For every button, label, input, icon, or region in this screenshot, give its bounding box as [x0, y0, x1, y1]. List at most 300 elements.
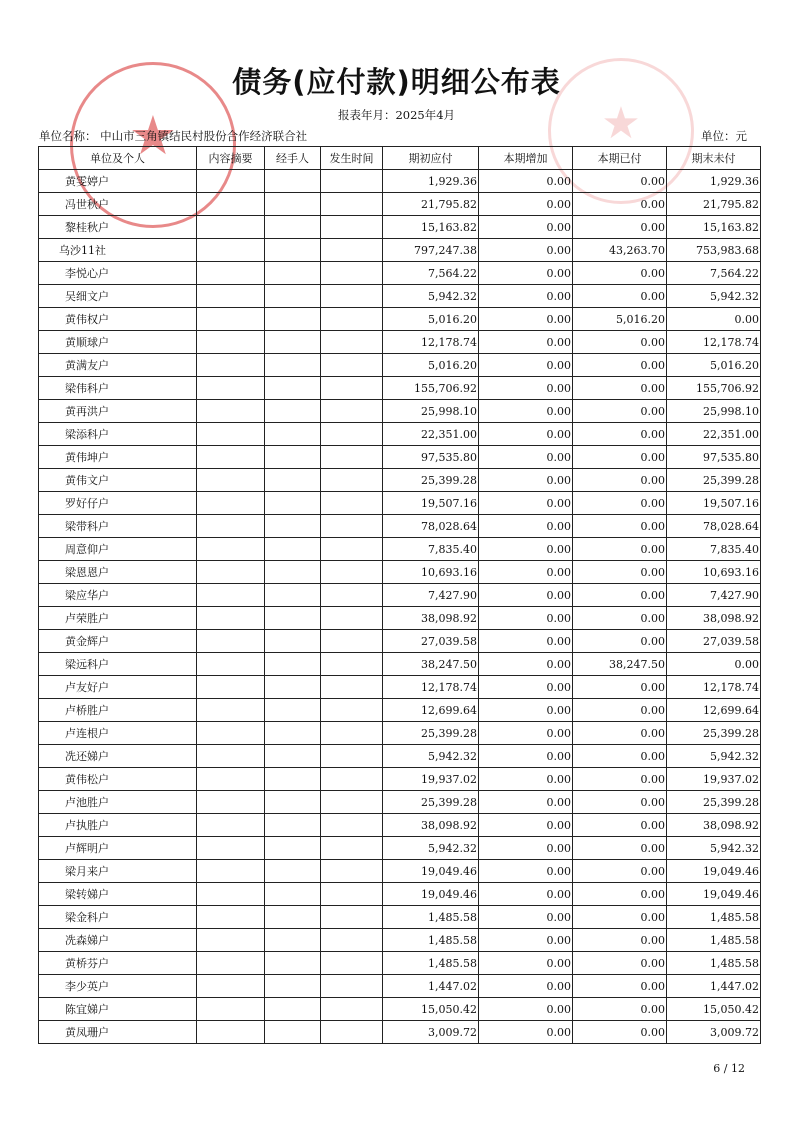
cell-summary	[197, 423, 265, 446]
cell-paid: 0.00	[573, 492, 667, 515]
cell-closing: 1,485.58	[667, 952, 761, 975]
cell-party: 梁恩恩户	[39, 561, 197, 584]
cell-date	[321, 515, 383, 538]
cell-increase: 0.00	[479, 722, 573, 745]
cell-date	[321, 423, 383, 446]
cell-paid: 0.00	[573, 814, 667, 837]
table-row	[39, 584, 761, 607]
cell-summary	[197, 538, 265, 561]
cell-summary	[197, 768, 265, 791]
cell-handler	[265, 239, 321, 262]
col-header-party: 单位及个人	[39, 147, 197, 170]
col-header-closing: 期末未付	[667, 147, 761, 170]
cell-closing: 155,706.92	[667, 377, 761, 400]
table-row	[39, 469, 761, 492]
cell-handler	[265, 492, 321, 515]
cell-increase: 0.00	[479, 446, 573, 469]
cell-date	[321, 400, 383, 423]
cell-increase: 0.00	[479, 768, 573, 791]
table-row	[39, 722, 761, 745]
cell-paid: 0.00	[573, 975, 667, 998]
cell-paid: 0.00	[573, 400, 667, 423]
cell-party: 梁带科户	[39, 515, 197, 538]
cell-increase: 0.00	[479, 607, 573, 630]
cell-summary	[197, 561, 265, 584]
cell-party: 梁伟科户	[39, 377, 197, 400]
cell-paid: 0.00	[573, 561, 667, 584]
col-header-paid: 本期已付	[573, 147, 667, 170]
cell-paid: 0.00	[573, 354, 667, 377]
page-title: 债务(应付款)明细公布表	[232, 65, 561, 99]
table-row	[39, 998, 761, 1021]
cell-opening: 15,163.82	[383, 216, 479, 239]
cell-opening: 12,178.74	[383, 676, 479, 699]
cell-closing: 97,535.80	[667, 446, 761, 469]
cell-party: 卢荣胜户	[39, 607, 197, 630]
table-row	[39, 308, 761, 331]
cell-increase: 0.00	[479, 170, 573, 193]
cell-party: 李悦心户	[39, 262, 197, 285]
table-row	[39, 193, 761, 216]
cell-date	[321, 998, 383, 1021]
cell-increase: 0.00	[479, 193, 573, 216]
table-row	[39, 216, 761, 239]
cell-closing: 7,427.90	[667, 584, 761, 607]
cell-party: 卢执胜户	[39, 814, 197, 837]
cell-party: 罗好仔户	[39, 492, 197, 515]
cell-closing: 10,693.16	[667, 561, 761, 584]
cell-opening: 5,016.20	[383, 354, 479, 377]
cell-closing: 1,447.02	[667, 975, 761, 998]
cell-date	[321, 216, 383, 239]
cell-summary	[197, 906, 265, 929]
cell-paid: 0.00	[573, 722, 667, 745]
cell-date	[321, 630, 383, 653]
cell-increase: 0.00	[479, 538, 573, 561]
cell-summary	[197, 791, 265, 814]
cell-handler	[265, 262, 321, 285]
cell-date	[321, 446, 383, 469]
cell-opening: 7,427.90	[383, 584, 479, 607]
cell-date	[321, 860, 383, 883]
cell-party: 卢连根户	[39, 722, 197, 745]
cell-summary	[197, 584, 265, 607]
cell-opening: 38,247.50	[383, 653, 479, 676]
cell-paid: 0.00	[573, 584, 667, 607]
cell-party: 黄顺球户	[39, 331, 197, 354]
cell-party: 黄伟松户	[39, 768, 197, 791]
cell-opening: 7,564.22	[383, 262, 479, 285]
cell-party: 黄满友户	[39, 354, 197, 377]
table-row	[39, 262, 761, 285]
cell-increase: 0.00	[479, 814, 573, 837]
cell-closing: 12,699.64	[667, 699, 761, 722]
cell-opening: 25,399.28	[383, 791, 479, 814]
cell-date	[321, 791, 383, 814]
cell-paid: 0.00	[573, 331, 667, 354]
cell-opening: 1,485.58	[383, 929, 479, 952]
cell-opening: 25,399.28	[383, 722, 479, 745]
cell-date	[321, 676, 383, 699]
cell-closing: 25,399.28	[667, 722, 761, 745]
cell-summary	[197, 860, 265, 883]
cell-summary	[197, 607, 265, 630]
cell-increase: 0.00	[479, 308, 573, 331]
cell-summary	[197, 929, 265, 952]
cell-opening: 1,447.02	[383, 975, 479, 998]
cell-handler	[265, 193, 321, 216]
table-row	[39, 170, 761, 193]
table-row	[39, 331, 761, 354]
cell-handler	[265, 285, 321, 308]
cell-paid: 0.00	[573, 860, 667, 883]
cell-summary	[197, 331, 265, 354]
seal-star-icon: ★	[128, 104, 178, 167]
table-row	[39, 377, 761, 400]
cell-opening: 19,049.46	[383, 860, 479, 883]
cell-date	[321, 492, 383, 515]
cell-date	[321, 170, 383, 193]
table-row	[39, 860, 761, 883]
cell-party: 黄金辉户	[39, 630, 197, 653]
cell-increase: 0.00	[479, 262, 573, 285]
cell-opening: 19,937.02	[383, 768, 479, 791]
cell-increase: 0.00	[479, 515, 573, 538]
cell-date	[321, 929, 383, 952]
cell-date	[321, 193, 383, 216]
cell-closing: 15,050.42	[667, 998, 761, 1021]
cell-increase: 0.00	[479, 239, 573, 262]
cell-summary	[197, 216, 265, 239]
cell-handler	[265, 791, 321, 814]
cell-date	[321, 814, 383, 837]
cell-summary	[197, 653, 265, 676]
cell-opening: 10,693.16	[383, 561, 479, 584]
cell-closing: 25,998.10	[667, 400, 761, 423]
cell-paid: 0.00	[573, 952, 667, 975]
cell-party: 黄桥芬户	[39, 952, 197, 975]
cell-handler	[265, 538, 321, 561]
table-row	[39, 975, 761, 998]
cell-closing: 7,564.22	[667, 262, 761, 285]
cell-increase: 0.00	[479, 952, 573, 975]
cell-paid: 0.00	[573, 906, 667, 929]
cell-opening: 1,929.36	[383, 170, 479, 193]
cell-paid: 0.00	[573, 446, 667, 469]
cell-summary	[197, 515, 265, 538]
cell-increase: 0.00	[479, 377, 573, 400]
cell-opening: 5,942.32	[383, 837, 479, 860]
cell-paid: 0.00	[573, 216, 667, 239]
cell-increase: 0.00	[479, 285, 573, 308]
cell-party: 卢桥胜户	[39, 699, 197, 722]
page-number: 6 / 12	[713, 1062, 745, 1075]
cell-party: 吴细文户	[39, 285, 197, 308]
cell-party: 卢辉明户	[39, 837, 197, 860]
cell-party: 卢池胜户	[39, 791, 197, 814]
table-row	[39, 952, 761, 975]
table-row	[39, 400, 761, 423]
cell-handler	[265, 630, 321, 653]
cell-date	[321, 883, 383, 906]
cell-opening: 797,247.38	[383, 239, 479, 262]
table-row	[39, 285, 761, 308]
cell-party: 黄再洪户	[39, 400, 197, 423]
table-row	[39, 354, 761, 377]
cell-handler	[265, 584, 321, 607]
cell-closing: 1,929.36	[667, 170, 761, 193]
table-row	[39, 423, 761, 446]
col-header-increase: 本期增加	[479, 147, 573, 170]
cell-party: 梁转娣户	[39, 883, 197, 906]
cell-handler	[265, 469, 321, 492]
cell-opening: 22,351.00	[383, 423, 479, 446]
cell-closing: 5,942.32	[667, 285, 761, 308]
cell-party: 梁远科户	[39, 653, 197, 676]
table-row	[39, 745, 761, 768]
cell-opening: 38,098.92	[383, 814, 479, 837]
cell-party: 黄凤珊户	[39, 1021, 197, 1044]
cell-increase: 0.00	[479, 216, 573, 239]
cell-closing: 1,485.58	[667, 906, 761, 929]
cell-increase: 0.00	[479, 1021, 573, 1044]
cell-handler	[265, 906, 321, 929]
table-row	[39, 653, 761, 676]
cell-closing: 0.00	[667, 653, 761, 676]
cell-paid: 5,016.20	[573, 308, 667, 331]
cell-date	[321, 975, 383, 998]
col-header-summary: 内容摘要	[197, 147, 265, 170]
cell-party: 梁月来户	[39, 860, 197, 883]
cell-opening: 15,050.42	[383, 998, 479, 1021]
cell-opening: 5,942.32	[383, 285, 479, 308]
cell-paid: 0.00	[573, 1021, 667, 1044]
cell-handler	[265, 354, 321, 377]
cell-summary	[197, 377, 265, 400]
cell-summary	[197, 630, 265, 653]
cell-date	[321, 768, 383, 791]
cell-date	[321, 538, 383, 561]
cell-increase: 0.00	[479, 837, 573, 860]
cell-summary	[197, 239, 265, 262]
cell-summary	[197, 492, 265, 515]
cell-date	[321, 952, 383, 975]
cell-party: 梁金科户	[39, 906, 197, 929]
cell-paid: 0.00	[573, 377, 667, 400]
cell-summary	[197, 354, 265, 377]
cell-opening: 5,942.32	[383, 745, 479, 768]
cell-opening: 1,485.58	[383, 952, 479, 975]
cell-handler	[265, 561, 321, 584]
cell-date	[321, 377, 383, 400]
cell-closing: 1,485.58	[667, 929, 761, 952]
cell-paid: 0.00	[573, 929, 667, 952]
cell-opening: 38,098.92	[383, 607, 479, 630]
cell-increase: 0.00	[479, 975, 573, 998]
cell-party: 黄伟文户	[39, 469, 197, 492]
cell-paid: 0.00	[573, 193, 667, 216]
cell-opening: 19,049.46	[383, 883, 479, 906]
cell-increase: 0.00	[479, 584, 573, 607]
cell-paid: 0.00	[573, 170, 667, 193]
cell-paid: 0.00	[573, 837, 667, 860]
cell-paid: 0.00	[573, 469, 667, 492]
cell-closing: 753,983.68	[667, 239, 761, 262]
cell-opening: 3,009.72	[383, 1021, 479, 1044]
table-row	[39, 929, 761, 952]
cell-handler	[265, 446, 321, 469]
cell-opening: 97,535.80	[383, 446, 479, 469]
cell-closing: 27,039.58	[667, 630, 761, 653]
cell-handler	[265, 952, 321, 975]
cell-summary	[197, 814, 265, 837]
cell-party: 乌沙11社	[39, 239, 197, 262]
cell-handler	[265, 331, 321, 354]
cell-handler	[265, 1021, 321, 1044]
cell-summary	[197, 1021, 265, 1044]
cell-opening: 25,998.10	[383, 400, 479, 423]
cell-handler	[265, 699, 321, 722]
cell-date	[321, 722, 383, 745]
table-row	[39, 883, 761, 906]
cell-opening: 5,016.20	[383, 308, 479, 331]
table-row	[39, 630, 761, 653]
col-header-handler: 经手人	[265, 147, 321, 170]
col-header-date: 发生时间	[321, 147, 383, 170]
cell-closing: 19,049.46	[667, 883, 761, 906]
debt-table	[38, 146, 761, 1044]
cell-handler	[265, 607, 321, 630]
cell-closing: 25,399.28	[667, 469, 761, 492]
cell-date	[321, 308, 383, 331]
cell-date	[321, 262, 383, 285]
cell-handler	[265, 860, 321, 883]
cell-party: 李少英户	[39, 975, 197, 998]
cell-handler	[265, 423, 321, 446]
faded-seal-star-icon: ★	[601, 98, 641, 149]
cell-party: 黄伟坤户	[39, 446, 197, 469]
cell-increase: 0.00	[479, 906, 573, 929]
cell-party: 冼森娣户	[39, 929, 197, 952]
cell-date	[321, 354, 383, 377]
cell-handler	[265, 837, 321, 860]
cell-handler	[265, 170, 321, 193]
cell-increase: 0.00	[479, 423, 573, 446]
cell-paid: 0.00	[573, 262, 667, 285]
cell-paid: 0.00	[573, 883, 667, 906]
cell-paid: 38,247.50	[573, 653, 667, 676]
cell-increase: 0.00	[479, 469, 573, 492]
table-row	[39, 676, 761, 699]
cell-increase: 0.00	[479, 699, 573, 722]
cell-date	[321, 239, 383, 262]
col-header-opening: 期初应付	[383, 147, 479, 170]
cell-date	[321, 837, 383, 860]
cell-opening: 27,039.58	[383, 630, 479, 653]
cell-paid: 0.00	[573, 745, 667, 768]
table-row	[39, 515, 761, 538]
cell-closing: 19,507.16	[667, 492, 761, 515]
table-row	[39, 791, 761, 814]
cell-opening: 12,178.74	[383, 331, 479, 354]
cell-opening: 7,835.40	[383, 538, 479, 561]
cell-increase: 0.00	[479, 354, 573, 377]
cell-increase: 0.00	[479, 883, 573, 906]
cell-party: 陈宜娣户	[39, 998, 197, 1021]
cell-increase: 0.00	[479, 998, 573, 1021]
table-row	[39, 1021, 761, 1044]
cell-increase: 0.00	[479, 561, 573, 584]
table-row	[39, 239, 761, 262]
cell-date	[321, 561, 383, 584]
cell-party: 梁添科户	[39, 423, 197, 446]
cell-summary	[197, 446, 265, 469]
cell-summary	[197, 722, 265, 745]
cell-handler	[265, 975, 321, 998]
cell-closing: 12,178.74	[667, 331, 761, 354]
cell-increase: 0.00	[479, 492, 573, 515]
cell-paid: 0.00	[573, 515, 667, 538]
cell-closing: 12,178.74	[667, 676, 761, 699]
cell-closing: 19,937.02	[667, 768, 761, 791]
cell-increase: 0.00	[479, 791, 573, 814]
cell-date	[321, 906, 383, 929]
cell-paid: 0.00	[573, 768, 667, 791]
cell-date	[321, 1021, 383, 1044]
cell-summary	[197, 837, 265, 860]
cell-handler	[265, 377, 321, 400]
cell-paid: 0.00	[573, 538, 667, 561]
cell-summary	[197, 998, 265, 1021]
cell-party: 黎桂秋户	[39, 216, 197, 239]
cell-summary	[197, 285, 265, 308]
cell-summary	[197, 308, 265, 331]
cell-paid: 0.00	[573, 699, 667, 722]
cell-paid: 0.00	[573, 423, 667, 446]
cell-opening: 155,706.92	[383, 377, 479, 400]
cell-handler	[265, 400, 321, 423]
cell-closing: 78,028.64	[667, 515, 761, 538]
cell-date	[321, 607, 383, 630]
cell-summary	[197, 170, 265, 193]
cell-summary	[197, 952, 265, 975]
table-row	[39, 837, 761, 860]
cell-handler	[265, 216, 321, 239]
cell-closing: 5,016.20	[667, 354, 761, 377]
cell-increase: 0.00	[479, 653, 573, 676]
table-row	[39, 607, 761, 630]
cell-opening: 78,028.64	[383, 515, 479, 538]
cell-handler	[265, 308, 321, 331]
cell-closing: 5,942.32	[667, 745, 761, 768]
cell-summary	[197, 699, 265, 722]
cell-closing: 22,351.00	[667, 423, 761, 446]
cell-closing: 19,049.46	[667, 860, 761, 883]
cell-paid: 0.00	[573, 791, 667, 814]
cell-opening: 12,699.64	[383, 699, 479, 722]
cell-summary	[197, 469, 265, 492]
cell-closing: 5,942.32	[667, 837, 761, 860]
cell-increase: 0.00	[479, 676, 573, 699]
cell-summary	[197, 400, 265, 423]
cell-handler	[265, 768, 321, 791]
cell-opening: 1,485.58	[383, 906, 479, 929]
cell-closing: 7,835.40	[667, 538, 761, 561]
cell-date	[321, 584, 383, 607]
cell-party: 冼还娣户	[39, 745, 197, 768]
cell-paid: 0.00	[573, 676, 667, 699]
cell-party: 周意仰户	[39, 538, 197, 561]
